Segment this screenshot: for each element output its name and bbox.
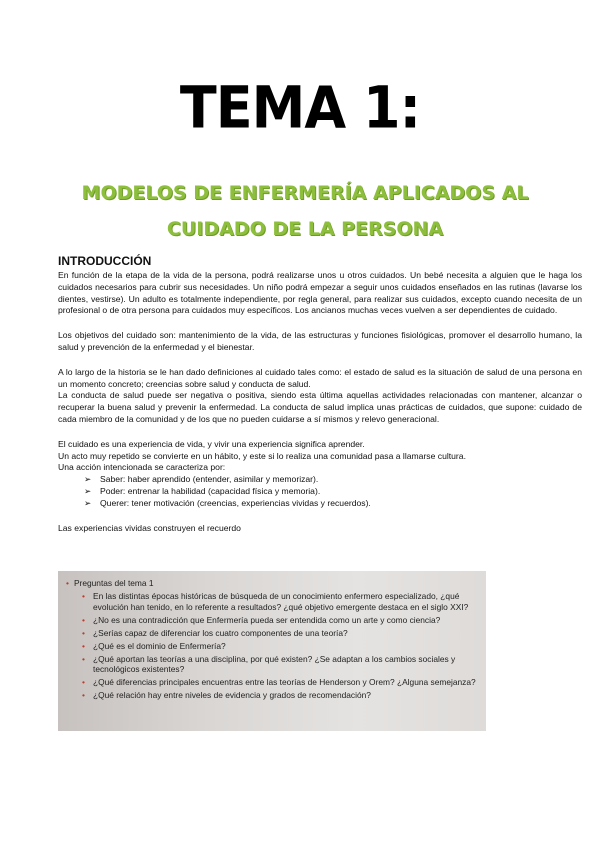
paragraph-habit: Un acto muy repetido se convierte en un hábito, y este si lo realiza una comunidad pasa a llamarse cultura. bbox=[58, 450, 466, 461]
bullet-dot-icon: • bbox=[82, 627, 85, 638]
questions-title: • Preguntas del tema 1 bbox=[66, 578, 154, 588]
list-item: • ¿Qué aportan las teorías a una disciplina, por qué existen? ¿Se adaptan a los cambios sociales y tecnológicos existentes? bbox=[82, 653, 456, 675]
list-item: ➢ Querer: tener motivación (creencias, experiencias vividas y recuerdos). bbox=[84, 497, 371, 508]
bullet-list bbox=[58, 474, 582, 509]
list-item: • ¿Qué diferencias principales encuentras entre las teorías de Henderson y Orem? ¿Alguna semejanza? bbox=[82, 677, 476, 688]
section-heading: INTRODUCCIÓN bbox=[58, 254, 152, 268]
list-item: • ¿No es una contradicción que Enfermería pueda ser entendida como un arte y como ciencia? bbox=[82, 614, 441, 625]
bullet-dot-icon: • bbox=[82, 653, 85, 664]
subtitle-line-1: MODELOS DE ENFERMERÍA APLICADOS AL bbox=[81, 182, 529, 204]
page-title: TEMA 1: bbox=[179, 73, 421, 142]
bullet-dot-icon: • bbox=[66, 578, 69, 588]
list-item: • ¿Qué relación hay entre niveles de evidencia y grados de recomendación? bbox=[82, 690, 371, 701]
list-item: • ¿Serías capaz de diferenciar los cuatro componentes de una teoría? bbox=[82, 627, 348, 638]
arrow-bullet-icon: ➢ bbox=[84, 485, 92, 496]
paragraph-history: A lo largo de la historia se le han dado definiciones al cuidado tales como: el estado de salud es la situación de salud de una persona en un momento concreto; creencias sobre salud y conducta de salud. bbox=[58, 366, 582, 389]
arrow-bullet-icon: ➢ bbox=[84, 497, 92, 508]
list-item: • ¿Qué es el dominio de Enfermería? bbox=[82, 640, 226, 651]
list-item: • En las distintas épocas históricas de búsqueda de un conocimiento enfermero especializado, ¿qué evolución han tenido, en lo referente a resultados? ¿qué objetivo emergente destaca en el siglo XXI? bbox=[82, 591, 469, 612]
paragraph-memory: Las experiencias vividas construyen el recuerdo bbox=[58, 522, 241, 533]
page-subtitle bbox=[60, 175, 550, 247]
paragraph-intro: En función de la etapa de la vida de la persona, podrá realizarse unos u otros cuidados. Un bebé necesita a alguien que le haga los cuidados necesarios para cubrir sus necesidades. Un niño podrá empezar a seguir unos cuidados enseñados en las rutinas (lavarse los dientes, vestirse). Un adulto es totalmente independiente, por regla general, para realizar sus cuidados, excepto cuando necesita de un profesional o de otra persona para cuidados muy específicos. Los ancianos muchas veces vuelven a ser dependientes de cuidado. bbox=[58, 270, 582, 316]
questions-list bbox=[82, 591, 477, 703]
paragraph-health-behavior: La conducta de salud puede ser negativa o positiva, siendo esta última aquellas actividades relacionadas con mantener, alcanzar o recuperar la buena salud y prevenir la enfermedad. La conducta de salud implica unas prácticas de cuidados, que supone: cuidado de cada miembro de la comunidad y de los que no pueden cuidarse a sí mismos y relevo generacional. bbox=[58, 390, 582, 424]
body-content bbox=[58, 254, 582, 534]
arrow-bullet-icon: ➢ bbox=[84, 474, 92, 485]
paragraph-objectives: Los objetivos del cuidado son: mantenimiento de la vida, de las estructuras y funciones fisiológicas, promover el desarrollo humano, la salud y prevención de la enfermedad y el bienestar. bbox=[58, 330, 582, 352]
paragraph-intentional-action: Una acción intencionada se caracteriza por: bbox=[58, 462, 226, 473]
bullet-dot-icon: • bbox=[82, 591, 85, 601]
paragraph-experience: El cuidado es una experiencia de vida, y vivir una experiencia significa aprender. bbox=[58, 438, 365, 449]
bullet-dot-icon: • bbox=[82, 640, 85, 651]
list-item: ➢ Saber: haber aprendido (entender, asimilar y memorizar). bbox=[84, 474, 319, 485]
questions-slide-image bbox=[58, 571, 486, 731]
list-item: ➢ Poder: entrenar la habilidad (capacidad física y memoria). bbox=[84, 485, 321, 496]
subtitle-line-2: CUIDADO DE LA PERSONA bbox=[166, 218, 444, 240]
bullet-dot-icon: • bbox=[82, 677, 85, 688]
bullet-dot-icon: • bbox=[82, 614, 85, 625]
bullet-dot-icon: • bbox=[82, 690, 85, 701]
